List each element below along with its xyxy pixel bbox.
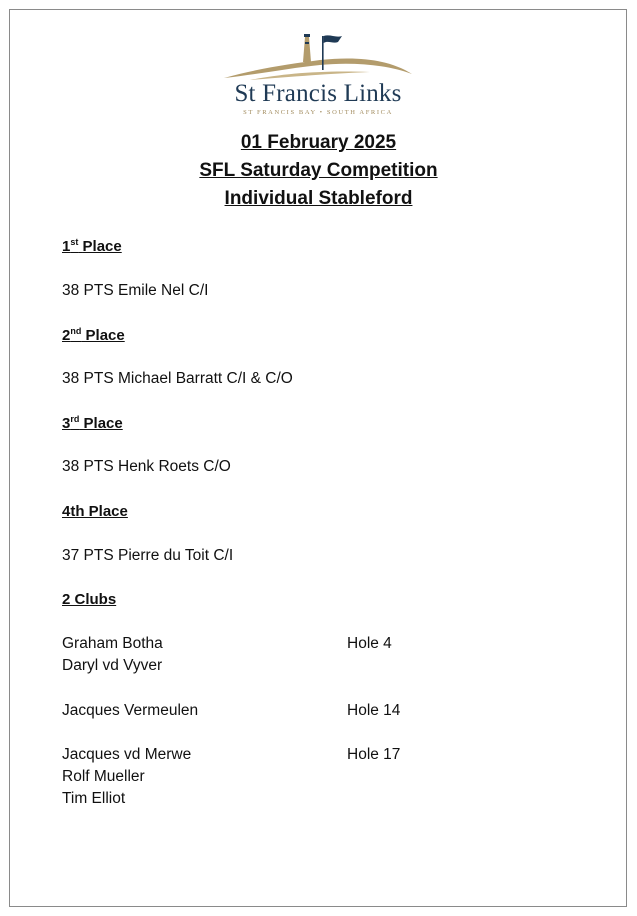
- third-place-heading: 3rd Place: [62, 414, 123, 432]
- competition-title: SFL Saturday Competition: [199, 160, 438, 181]
- club-logo: [220, 30, 416, 120]
- two-clubs-hole: Hole 4: [347, 635, 392, 652]
- two-clubs-hole: Hole 14: [347, 702, 401, 719]
- first-place-heading: 1st Place: [62, 237, 122, 255]
- competition-format: Individual Stableford: [224, 188, 413, 209]
- logo-name: St Francis Links: [234, 80, 402, 107]
- two-clubs-heading: 2 Clubs: [62, 591, 117, 608]
- event-date: 01 February 2025: [240, 132, 397, 153]
- two-clubs-player: Jacques Vermeulen: [62, 702, 199, 719]
- first-place-result: 38 PTS Emile Nel C/I: [62, 282, 209, 299]
- third-place-result: 38 PTS Henk Roets C/O: [62, 458, 231, 475]
- two-clubs-player: Rolf Mueller: [62, 768, 145, 785]
- second-place-result: 38 PTS Michael Barratt C/I & C/O: [62, 370, 293, 387]
- two-clubs-player: Graham Botha: [62, 635, 163, 652]
- second-place-heading: 2nd Place: [62, 326, 125, 344]
- two-clubs-hole: Hole 17: [347, 746, 401, 763]
- lighthouse-flag-icon: [220, 30, 416, 84]
- logo-subtitle: ST FRANCIS BAY • SOUTH AFRICA: [243, 109, 393, 116]
- two-clubs-player: Daryl vd Vyver: [62, 657, 163, 674]
- fourth-place-heading: 4th Place: [62, 503, 128, 520]
- two-clubs-player: Jacques vd Merwe: [62, 746, 192, 763]
- two-clubs-player: Tim Elliot: [62, 790, 126, 807]
- fourth-place-result: 37 PTS Pierre du Toit C/I: [62, 547, 234, 564]
